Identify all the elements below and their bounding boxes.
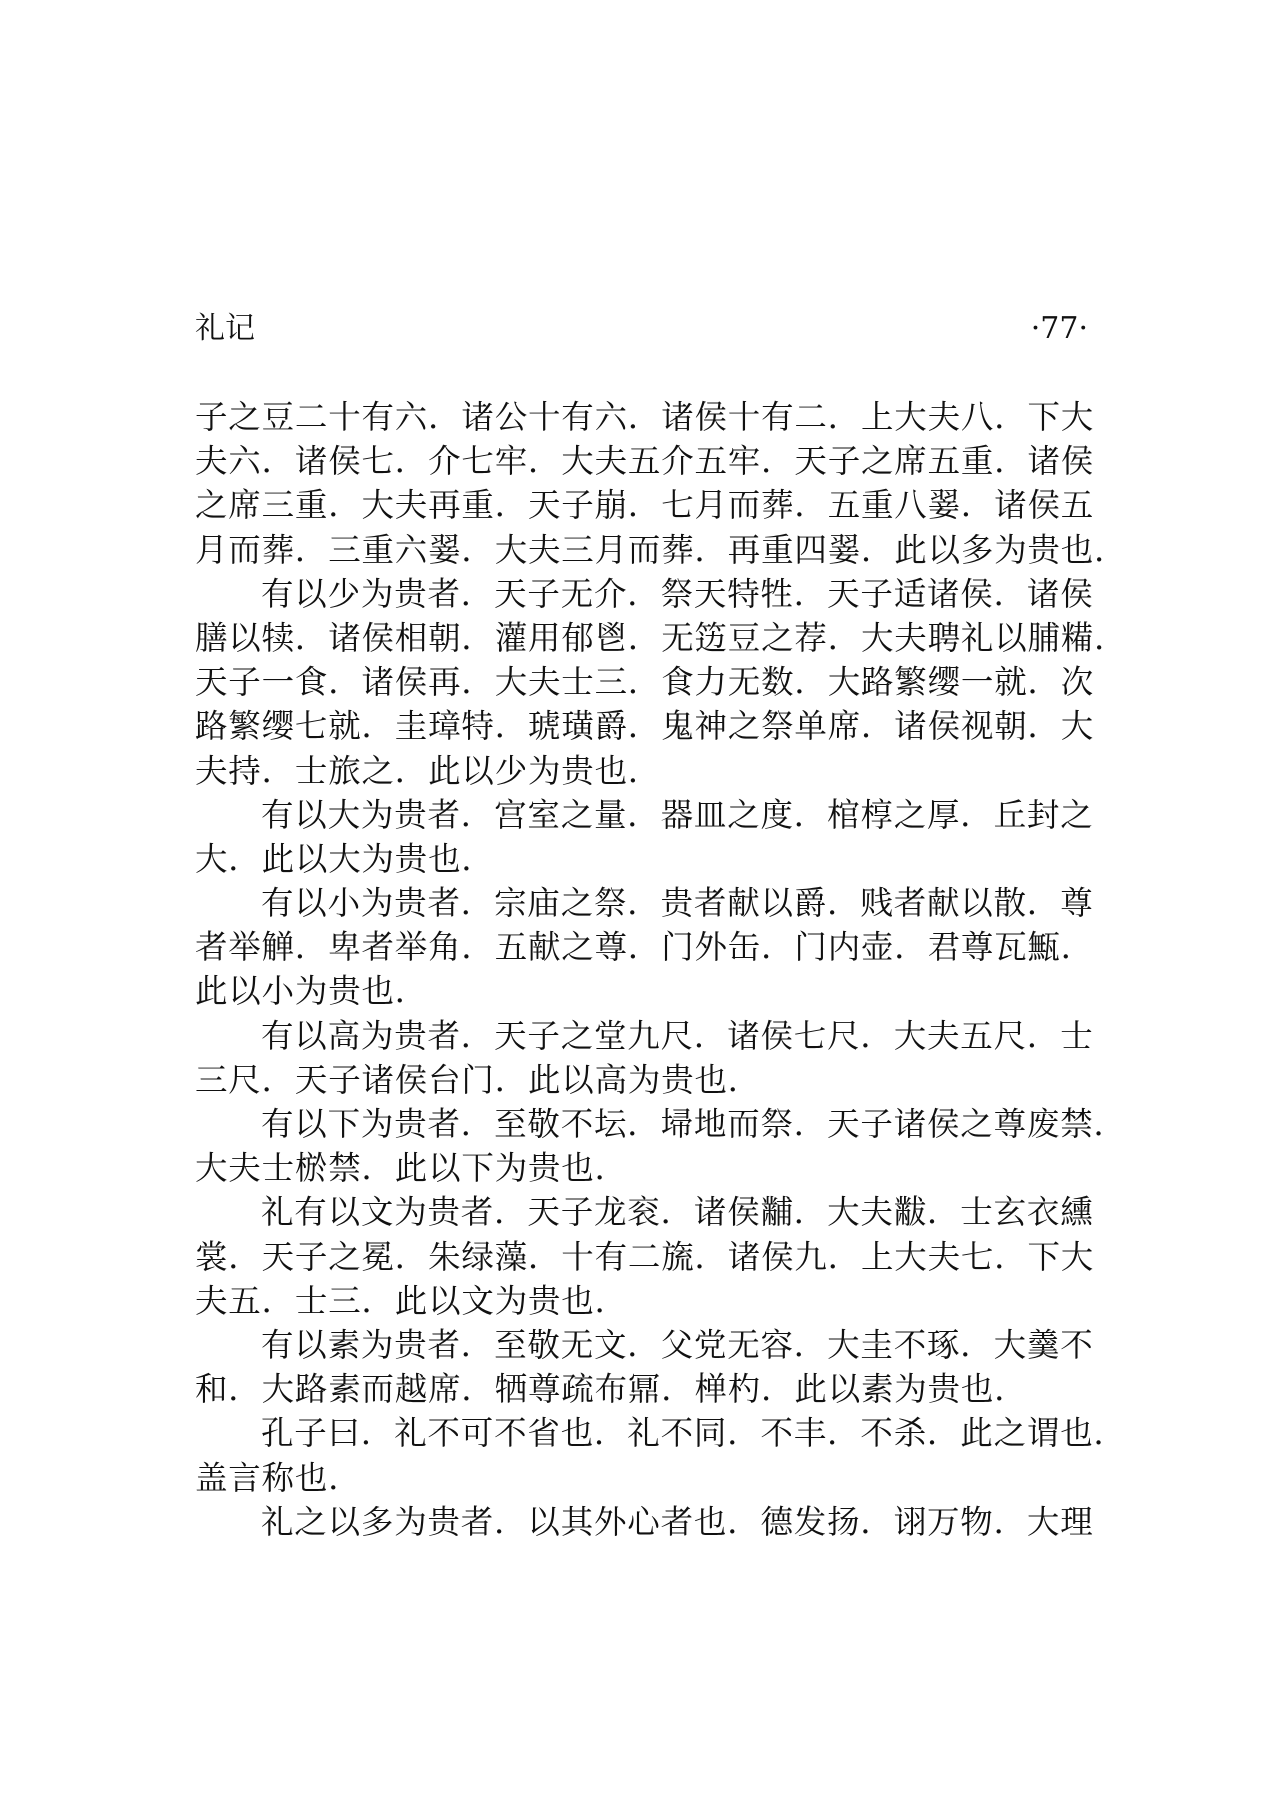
text-line: 有以大为贵者．宫室之量．器皿之度．棺椁之厚．丘封之 [261, 795, 1094, 834]
text-line: 有以素为贵者．至敬无文．父党无容．大圭不琢．大羹不 [261, 1325, 1094, 1364]
text-line: 有以小为贵者．宗庙之祭．贵者献以爵．贱者献以散．尊 [261, 884, 1094, 923]
text-line: 和．大路素而越席．牺尊疏布鼏．椫杓．此以素为贵也． [195, 1370, 1028, 1409]
text-line: 盖言称也． [195, 1458, 362, 1497]
text-line: 月而葬．三重六翣．大夫三月而葬．再重四翣．此以多为贵也． [195, 530, 1128, 569]
text-line: 天子一食．诸侯再．大夫士三．食力无数．大路繁缨一就．次 [195, 663, 1095, 702]
page-number: ·77· [1030, 311, 1088, 346]
text-line: 孔子曰．礼不可不省也．礼不同．不丰．不杀．此之谓也． [261, 1414, 1127, 1453]
page-header [195, 305, 1088, 353]
text-line: 夫五．士三．此以文为贵也． [195, 1281, 628, 1320]
text-line: 礼之以多为贵者．以其外心者也．德发扬．诩万物．大理 [261, 1502, 1094, 1541]
text-line: 有以下为贵者．至敬不坛．埽地而祭．天子诸侯之尊废禁． [261, 1105, 1127, 1143]
text-line: 礼有以文为贵者．天子龙衮．诸侯黼．大夫黻．士玄衣纁 [261, 1193, 1094, 1232]
text-line: 膳以犊．诸侯相朝．灌用郁鬯．无笾豆之荐．大夫聘礼以脯糒． [195, 618, 1128, 657]
text-line: 裳．天子之冕．朱绿藻．十有二旒．诸侯九．上大夫七．下大 [195, 1237, 1095, 1276]
text-line: 之席三重．大夫再重．天子崩．七月而葬．五重八翣．诸侯五 [195, 486, 1095, 525]
text-line: 三尺．天子诸侯台门．此以高为贵也． [195, 1060, 762, 1099]
text-line: 路繁缨七就．圭璋特．琥璜爵．鬼神之祭单席．诸侯视朝．大 [195, 707, 1095, 746]
text-line: 夫持．士旅之．此以少为贵也． [195, 751, 662, 790]
text-line: 者举觯．卑者举角．五献之尊．门外缶．门内壶．君尊瓦甒． [195, 928, 1095, 967]
book-title: 礼记 [195, 311, 255, 346]
text-line: 夫六．诸侯七．介七牢．大夫五介五牢．天子之席五重．诸侯 [195, 442, 1095, 481]
text-line: 大．此以大为贵也． [195, 839, 495, 878]
text-line: 此以小为贵也． [195, 972, 429, 1011]
text-line: 有以高为贵者．天子之堂九尺．诸侯七尺．大夫五尺．士 [261, 1016, 1094, 1055]
text-line: 大夫士棜禁．此以下为贵也． [195, 1149, 628, 1188]
text-line: 有以少为贵者．天子无介．祭天特牲．天子适诸侯．诸侯 [261, 574, 1094, 613]
body-text [195, 395, 1128, 1544]
text-line: 子之豆二十有六．诸公十有六．诸侯十有二．上大夫八．下大 [195, 398, 1095, 436]
